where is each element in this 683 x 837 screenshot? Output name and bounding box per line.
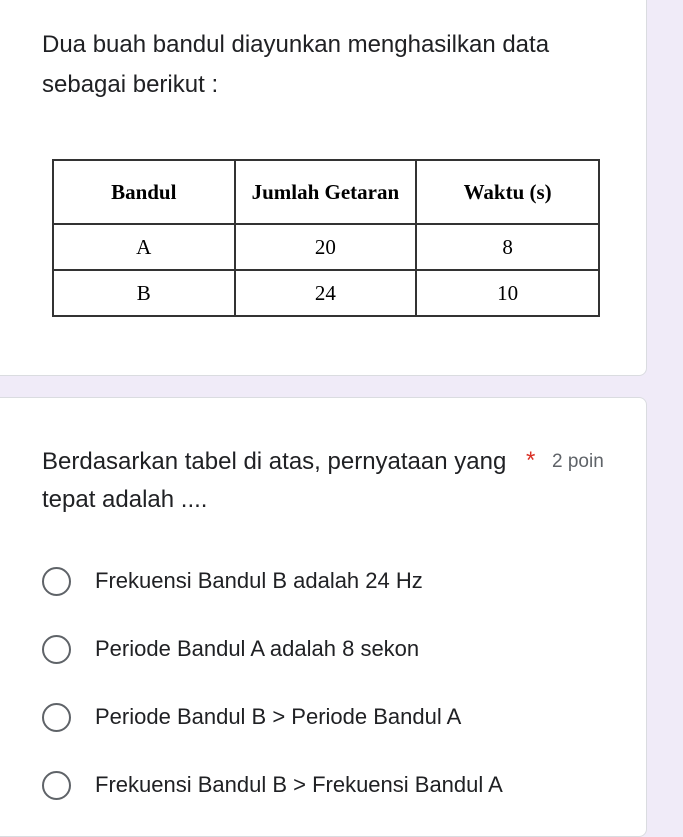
table-header-row	[53, 160, 599, 224]
answer-option-2[interactable]	[39, 629, 419, 669]
option-label: Periode Bandul B > Periode Bandul A	[95, 704, 462, 729]
answer-option-4[interactable]	[39, 765, 503, 805]
question-text: Berdasarkan tabel di atas, pernyataan yang tepat adalah ....	[42, 448, 507, 513]
table-row	[53, 270, 599, 316]
table-row	[53, 224, 599, 270]
radio-button-icon[interactable]	[42, 567, 71, 596]
table-header-cell: Jumlah Getaran	[235, 160, 417, 224]
table-cell: B	[53, 270, 235, 316]
table-cell: 10	[416, 270, 599, 316]
intro-text: Dua buah bandul diayunkan menghasilkan data sebagai berikut :	[42, 31, 550, 98]
pendulum-data-table	[52, 159, 600, 317]
radio-button-icon[interactable]	[42, 703, 71, 732]
table-cell: 20	[235, 224, 417, 270]
radio-button-icon[interactable]	[42, 771, 71, 800]
answer-option-1[interactable]	[39, 561, 423, 601]
option-label: Frekuensi Bandul B adalah 24 Hz	[95, 568, 423, 593]
table-header-cell: Waktu (s)	[416, 160, 599, 224]
question-card	[0, 397, 647, 837]
table-cell: 8	[416, 224, 599, 270]
radio-button-icon[interactable]	[42, 635, 71, 664]
intro-card	[0, 0, 647, 376]
points-label: 2 poin	[552, 451, 604, 472]
option-label: Frekuensi Bandul B > Frekuensi Bandul A	[95, 772, 503, 797]
answer-option-3[interactable]	[39, 697, 461, 737]
table-cell: 24	[235, 270, 417, 316]
required-asterisk: *	[526, 447, 536, 474]
option-label: Periode Bandul A adalah 8 sekon	[95, 636, 420, 661]
table-header-cell: Bandul	[53, 160, 235, 224]
table-cell: A	[53, 224, 235, 270]
